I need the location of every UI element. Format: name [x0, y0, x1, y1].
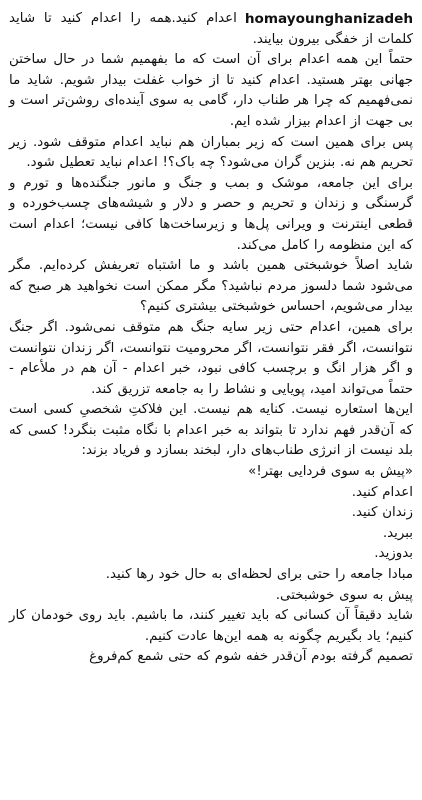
caption-paragraph: پس برای همین است که زیر بمباران هم نباید اعدام متوقف شود. زیر تحریم هم نه. بنزین گران می‌شود؟ چه باک؟! اعدام نباید تعطیل شود.	[9, 134, 413, 171]
caption-line: بدوزید.	[374, 546, 413, 562]
caption-intro-line	[9, 9, 413, 50]
caption-paragraph: تصمیم گرفته بودم آن‌قدر خفه شوم که حتی شمع کم‌فروغ	[89, 649, 413, 665]
caption-line: زندان کنید.	[351, 505, 413, 521]
caption-line: ببرید.	[382, 525, 413, 541]
caption-line: پیش به سوی خوشبختی.	[275, 587, 413, 603]
caption-paragraph: حتماً این همه اعدام برای آن است که ما بفهمیم شما در حال ساختن جهانی بهتر هستید. اعدام کنید تا از خواب غفلت بیدار شویم. شاید ما نمی‌فهمیم که چرا هر طناب دار، گامی به سوی آینده‌ای روشن‌تر است و بی جهت از اعدام بیزار شده ایم.	[9, 52, 413, 129]
caption-paragraph: شاید دقیقاً آن کسانی که باید تغییر کنند، ما باشیم. باید روی خودمان کار کنیم؛ یاد بگیریم چگونه به همه این‌ها عادت کنیم.	[9, 608, 413, 644]
caption-line: مبادا جامعه را حتی برای لحظه‌ای به حال خود رها کنید.	[105, 567, 413, 583]
caption-paragraph: برای این جامعه، موشک و بمب و جنگ و مانور جنگنده‌ها و تورم و گرسنگی و زندان و تحریم و حصر و دلار و شیشه‌های چسب‌خورده و قطعی اینترنت و ویرانی پل‌ها و زیرساخت‌ها کافی نیست؛ اعدام است که این منظومه را کامل می‌کند.	[9, 175, 413, 253]
caption-quote: «پیش به سوی فردایی بهتر!»	[248, 464, 413, 480]
caption-intro-text: اعدام کنید.همه را اعدام کنید تا شاید کلمات از خفگی بیرون بیایند.	[9, 11, 413, 47]
caption-line: اعدام کنید.	[351, 484, 413, 500]
caption-paragraph: برای همین، اعدام حتی زیر سایه جنگ هم متوقف نمی‌شود. اگر جنگ نتوانست، اگر فقر نتوانست، اگر محرومیت نتوانست، اگر زندان نتوانست و اگر هزار انگ و برچسب کافی نبود، خبر اعدام - آن هم در ملأعام - حتماً می‌تواند امید، پویایی و نشاط را به جامعه تزریق کند.	[9, 319, 413, 397]
author-username[interactable]: homayounghanizadeh	[244, 11, 413, 27]
caption-paragraph: شاید اصلاً خوشبختی همین باشد و ما اشتباه تعریفش کرده‌ایم. مگر می‌شود شما دلسوز مردم نباشید؟ مگر ممکن است نخواهید هر صبح که بیدار می‌شویم، احساس خوشبختی بیشتری کنیم؟	[9, 258, 413, 315]
post-caption	[9, 9, 413, 668]
caption-paragraph: این‌ها استعاره نیست. کنایه هم نیست. این فلاکتِ شخصیِ کسی است که آن‌قدر فهم ندارد تا بتواند به خبر اعدام با نگاه مثبت بنگرد! کسی که بلد نیست از انرژی طناب‌های دار، لبخند بسازد و فریاد بزند:	[9, 402, 413, 459]
